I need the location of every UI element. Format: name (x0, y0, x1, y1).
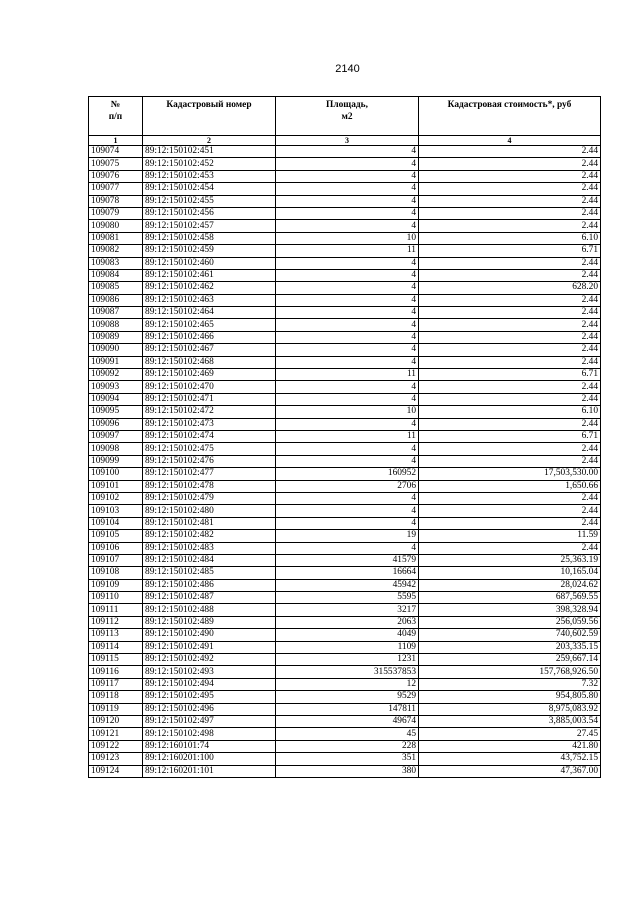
area-cell: 4 (276, 443, 419, 455)
header-row-number-label: № п/п (108, 100, 123, 122)
table-body (89, 146, 601, 778)
cadastral-value-cell: 2.44 (419, 269, 601, 281)
table-row (89, 158, 601, 170)
area-cell: 10 (276, 232, 419, 244)
cadastral-number-cell: 89:12:150102:451 (143, 146, 276, 158)
cadastral-value-cell: 2.44 (419, 542, 601, 554)
cadastral-value-cell: 157,768,926.50 (419, 666, 601, 678)
table-row (89, 740, 601, 752)
column-number: 3 (276, 136, 419, 146)
cadastral-number-cell: 89:12:150102:469 (143, 369, 276, 381)
area-cell: 12 (276, 678, 419, 690)
cadastral-value-cell: 7.32 (419, 678, 601, 690)
area-cell: 4 (276, 344, 419, 356)
cadastral-number-cell: 89:12:150102:480 (143, 505, 276, 517)
row-number-cell: 109124 (89, 765, 143, 777)
cadastral-value-cell: 10,165.04 (419, 567, 601, 579)
area-cell: 4 (276, 146, 419, 158)
row-number-cell: 109078 (89, 195, 143, 207)
table-row (89, 183, 601, 195)
cadastral-number-cell: 89:12:150102:460 (143, 257, 276, 269)
area-cell: 16664 (276, 567, 419, 579)
cadastral-value-cell: 8,975,083.92 (419, 703, 601, 715)
cadastral-value-cell: 687,569.55 (419, 592, 601, 604)
cadastral-number-cell: 89:12:150102:487 (143, 592, 276, 604)
cadastral-value-cell: 27.45 (419, 728, 601, 740)
row-number-cell: 109110 (89, 592, 143, 604)
row-number-cell: 109096 (89, 418, 143, 430)
area-cell: 4049 (276, 629, 419, 641)
cadastral-value-cell: 954,805.80 (419, 691, 601, 703)
cadastral-number-cell: 89:12:150102:483 (143, 542, 276, 554)
row-number-cell: 109112 (89, 616, 143, 628)
cadastral-number-cell: 89:12:150102:471 (143, 393, 276, 405)
cadastral-value-cell: 2.44 (419, 344, 601, 356)
cadastral-value-cell: 2.44 (419, 307, 601, 319)
cadastral-value-cell: 2.44 (419, 505, 601, 517)
area-cell: 41579 (276, 554, 419, 566)
area-cell: 4 (276, 257, 419, 269)
cadastral-value-cell: 6.71 (419, 430, 601, 442)
area-cell: 4 (276, 307, 419, 319)
row-number-cell: 109108 (89, 567, 143, 579)
area-cell: 11 (276, 430, 419, 442)
row-number-cell: 109113 (89, 629, 143, 641)
row-number-cell: 109104 (89, 517, 143, 529)
cadastral-number-cell: 89:12:150102:496 (143, 703, 276, 715)
area-cell: 19 (276, 530, 419, 542)
table-row (89, 480, 601, 492)
table-row (89, 232, 601, 244)
table-row (89, 282, 601, 294)
header-area-label: Площадь, м2 (326, 100, 368, 122)
row-number-cell: 109109 (89, 579, 143, 591)
area-cell: 3217 (276, 604, 419, 616)
area-cell: 9529 (276, 691, 419, 703)
cadastral-value-cell: 628.20 (419, 282, 601, 294)
cadastral-number-cell: 89:12:150102:474 (143, 430, 276, 442)
area-cell: 4 (276, 319, 419, 331)
cadastral-number-cell: 89:12:150102:455 (143, 195, 276, 207)
row-number-cell: 109087 (89, 307, 143, 319)
cadastral-value-cell: 2.44 (419, 517, 601, 529)
cadastral-value-cell: 6.10 (419, 232, 601, 244)
row-number-cell: 109077 (89, 183, 143, 195)
cadastral-number-cell: 89:12:150102:493 (143, 666, 276, 678)
table-row (89, 369, 601, 381)
area-cell: 45 (276, 728, 419, 740)
cadastral-number-cell: 89:12:150102:495 (143, 691, 276, 703)
table-row (89, 542, 601, 554)
cadastral-value-cell: 2.44 (419, 195, 601, 207)
area-cell: 4 (276, 220, 419, 232)
cadastral-value-cell: 2.44 (419, 170, 601, 182)
area-cell: 49674 (276, 715, 419, 727)
cadastral-number-cell: 89:12:150102:477 (143, 468, 276, 480)
cadastral-value-cell: 2.44 (419, 146, 601, 158)
row-number-cell: 109102 (89, 492, 143, 504)
cadastral-number-cell: 89:12:150102:467 (143, 344, 276, 356)
area-cell: 1231 (276, 654, 419, 666)
table-row (89, 678, 601, 690)
row-number-cell: 109103 (89, 505, 143, 517)
table-row (89, 691, 601, 703)
cadastral-number-cell: 89:12:150102:473 (143, 418, 276, 430)
table-row (89, 654, 601, 666)
table-row (89, 604, 601, 616)
row-number-cell: 109091 (89, 356, 143, 368)
table-row (89, 629, 601, 641)
table-row (89, 641, 601, 653)
table-row (89, 319, 601, 331)
table-row (89, 257, 601, 269)
page-number: 2140 (335, 63, 360, 75)
column-number-row (89, 136, 601, 146)
table-header-row (89, 97, 601, 136)
table-row (89, 765, 601, 777)
cadastral-number-cell: 89:12:150102:478 (143, 480, 276, 492)
cadastral-number-cell: 89:12:150102:462 (143, 282, 276, 294)
cadastral-number-cell: 89:12:150102:494 (143, 678, 276, 690)
table-row (89, 579, 601, 591)
table-row (89, 753, 601, 765)
cadastral-number-cell: 89:12:150102:490 (143, 629, 276, 641)
area-cell: 4 (276, 517, 419, 529)
cadastral-number-cell: 89:12:150102:452 (143, 158, 276, 170)
table-row (89, 443, 601, 455)
cadastral-value-cell: 2.44 (419, 158, 601, 170)
header-cadastral-number: Кадастровый номер (143, 97, 276, 136)
table-row (89, 530, 601, 542)
header-cadastral-value: Кадастровая стоимость*, руб (419, 97, 601, 136)
cadastral-value-cell: 43,752.15 (419, 753, 601, 765)
cadastral-number-cell: 89:12:160201:100 (143, 753, 276, 765)
area-cell: 5595 (276, 592, 419, 604)
table-row (89, 715, 601, 727)
table-row (89, 455, 601, 467)
area-cell: 4 (276, 356, 419, 368)
row-number-cell: 109107 (89, 554, 143, 566)
row-number-cell: 109099 (89, 455, 143, 467)
area-cell: 2063 (276, 616, 419, 628)
cadastral-number-cell: 89:12:150102:458 (143, 232, 276, 244)
cadastral-number-cell: 89:12:150102:453 (143, 170, 276, 182)
cadastral-value-cell: 398,328.94 (419, 604, 601, 616)
cadastral-value-cell: 2.44 (419, 319, 601, 331)
cadastral-value-cell: 6.10 (419, 406, 601, 418)
area-cell: 4 (276, 505, 419, 517)
area-cell: 4 (276, 393, 419, 405)
cadastral-value-cell: 2.44 (419, 331, 601, 343)
table-row (89, 728, 601, 740)
cadastral-number-cell: 89:12:150102:470 (143, 381, 276, 393)
area-cell: 228 (276, 740, 419, 752)
table-row (89, 393, 601, 405)
cadastral-value-cell: 2.44 (419, 257, 601, 269)
cadastral-value-cell: 2.44 (419, 207, 601, 219)
cadastral-number-cell: 89:12:150102:466 (143, 331, 276, 343)
row-number-cell: 109111 (89, 604, 143, 616)
row-number-cell: 109084 (89, 269, 143, 281)
area-cell: 1109 (276, 641, 419, 653)
row-number-cell: 109081 (89, 232, 143, 244)
row-number-cell: 109123 (89, 753, 143, 765)
area-cell: 4 (276, 542, 419, 554)
area-cell: 4 (276, 269, 419, 281)
cadastral-value-cell: 203,335.15 (419, 641, 601, 653)
table-row (89, 269, 601, 281)
table-row (89, 307, 601, 319)
row-number-cell: 109075 (89, 158, 143, 170)
column-number: 2 (143, 136, 276, 146)
row-number-cell: 109116 (89, 666, 143, 678)
cadastral-value-cell: 47,367.00 (419, 765, 601, 777)
row-number-cell: 109117 (89, 678, 143, 690)
row-number-cell: 109120 (89, 715, 143, 727)
row-number-cell: 109085 (89, 282, 143, 294)
cadastral-number-cell: 89:12:150102:479 (143, 492, 276, 504)
table-row (89, 567, 601, 579)
table-row (89, 220, 601, 232)
row-number-cell: 109086 (89, 294, 143, 306)
row-number-cell: 109105 (89, 530, 143, 542)
table-row (89, 344, 601, 356)
table-row (89, 430, 601, 442)
row-number-cell: 109100 (89, 468, 143, 480)
cadastral-value-cell: 25,363.19 (419, 554, 601, 566)
area-cell: 351 (276, 753, 419, 765)
area-cell: 4 (276, 331, 419, 343)
area-cell: 315537853 (276, 666, 419, 678)
table-row (89, 554, 601, 566)
row-number-cell: 109118 (89, 691, 143, 703)
cadastral-number-cell: 89:12:150102:459 (143, 245, 276, 257)
area-cell: 4 (276, 282, 419, 294)
cadastral-value-cell: 2.44 (419, 220, 601, 232)
area-cell: 4 (276, 183, 419, 195)
area-cell: 4 (276, 170, 419, 182)
row-number-cell: 109106 (89, 542, 143, 554)
cadastral-number-cell: 89:12:150102:488 (143, 604, 276, 616)
cadastral-number-cell: 89:12:150102:475 (143, 443, 276, 455)
area-cell: 147811 (276, 703, 419, 715)
row-number-cell: 109076 (89, 170, 143, 182)
row-number-cell: 109079 (89, 207, 143, 219)
area-cell: 2706 (276, 480, 419, 492)
area-cell: 45942 (276, 579, 419, 591)
table-row (89, 418, 601, 430)
cadastral-number-cell: 89:12:150102:463 (143, 294, 276, 306)
row-number-cell: 109082 (89, 245, 143, 257)
row-number-cell: 109114 (89, 641, 143, 653)
cadastral-value-cell: 2.44 (419, 418, 601, 430)
cadastral-value-cell: 259,667.14 (419, 654, 601, 666)
cadastral-number-cell: 89:12:150102:486 (143, 579, 276, 591)
cadastral-value-cell: 3,885,003.54 (419, 715, 601, 727)
cadastral-number-cell: 89:12:150102:461 (143, 269, 276, 281)
area-cell: 160952 (276, 468, 419, 480)
cadastral-value-cell: 2.44 (419, 492, 601, 504)
cadastral-table (88, 96, 601, 778)
cadastral-value-cell: 2.44 (419, 455, 601, 467)
cadastral-number-cell: 89:12:150102:476 (143, 455, 276, 467)
table-row (89, 356, 601, 368)
cadastral-number-cell: 89:12:150102:482 (143, 530, 276, 542)
area-cell: 4 (276, 294, 419, 306)
row-number-cell: 109097 (89, 430, 143, 442)
area-cell: 10 (276, 406, 419, 418)
cadastral-number-cell: 89:12:150102:491 (143, 641, 276, 653)
area-cell: 11 (276, 245, 419, 257)
cadastral-number-cell: 89:12:150102:457 (143, 220, 276, 232)
row-number-cell: 109080 (89, 220, 143, 232)
row-number-cell: 109122 (89, 740, 143, 752)
cadastral-number-cell: 89:12:150102:485 (143, 567, 276, 579)
cadastral-number-cell: 89:12:150102:497 (143, 715, 276, 727)
table-row (89, 245, 601, 257)
area-cell: 4 (276, 207, 419, 219)
cadastral-value-cell: 421.80 (419, 740, 601, 752)
cadastral-number-cell: 89:12:150102:454 (143, 183, 276, 195)
row-number-cell: 109093 (89, 381, 143, 393)
header-area (276, 97, 419, 136)
row-number-cell: 109088 (89, 319, 143, 331)
cadastral-value-cell: 11.59 (419, 530, 601, 542)
area-cell: 380 (276, 765, 419, 777)
row-number-cell: 109083 (89, 257, 143, 269)
column-number: 1 (89, 136, 143, 146)
row-number-cell: 109121 (89, 728, 143, 740)
area-cell: 4 (276, 158, 419, 170)
area-cell: 4 (276, 492, 419, 504)
cadastral-number-cell: 89:12:150102:481 (143, 517, 276, 529)
table-row (89, 592, 601, 604)
table-row (89, 666, 601, 678)
table-row (89, 294, 601, 306)
table-row (89, 492, 601, 504)
cadastral-value-cell: 2.44 (419, 443, 601, 455)
cadastral-value-cell: 256,059.56 (419, 616, 601, 628)
table-row (89, 505, 601, 517)
cadastral-number-cell: 89:12:150102:465 (143, 319, 276, 331)
cadastral-value-cell: 2.44 (419, 183, 601, 195)
cadastral-value-cell: 6.71 (419, 369, 601, 381)
row-number-cell: 109074 (89, 146, 143, 158)
row-number-cell: 109092 (89, 369, 143, 381)
area-cell: 4 (276, 381, 419, 393)
row-number-cell: 109090 (89, 344, 143, 356)
column-number: 4 (419, 136, 601, 146)
cadastral-value-cell: 2.44 (419, 381, 601, 393)
table-row (89, 468, 601, 480)
row-number-cell: 109098 (89, 443, 143, 455)
header-row-number (89, 97, 143, 136)
cadastral-number-cell: 89:12:150102:489 (143, 616, 276, 628)
cadastral-value-cell: 2.44 (419, 356, 601, 368)
row-number-cell: 109094 (89, 393, 143, 405)
table-row (89, 146, 601, 158)
cadastral-number-cell: 89:12:150102:492 (143, 654, 276, 666)
table-row (89, 207, 601, 219)
row-number-cell: 109101 (89, 480, 143, 492)
table-row (89, 170, 601, 182)
table-row (89, 406, 601, 418)
row-number-cell: 109095 (89, 406, 143, 418)
area-cell: 4 (276, 418, 419, 430)
row-number-cell: 109119 (89, 703, 143, 715)
area-cell: 11 (276, 369, 419, 381)
cadastral-number-cell: 89:12:150102:498 (143, 728, 276, 740)
cadastral-value-cell: 17,503,530.00 (419, 468, 601, 480)
cadastral-number-cell: 89:12:150102:456 (143, 207, 276, 219)
cadastral-number-cell: 89:12:150102:484 (143, 554, 276, 566)
area-cell: 4 (276, 195, 419, 207)
cadastral-number-cell: 89:12:160101:74 (143, 740, 276, 752)
cadastral-number-cell: 89:12:150102:464 (143, 307, 276, 319)
row-number-cell: 109115 (89, 654, 143, 666)
table-row (89, 331, 601, 343)
cadastral-number-cell: 89:12:150102:468 (143, 356, 276, 368)
cadastral-number-cell: 89:12:160201:101 (143, 765, 276, 777)
cadastral-number-cell: 89:12:150102:472 (143, 406, 276, 418)
table-row (89, 381, 601, 393)
cadastral-value-cell: 6.71 (419, 245, 601, 257)
cadastral-value-cell: 740,602.59 (419, 629, 601, 641)
table-row (89, 195, 601, 207)
cadastral-value-cell: 1,650.66 (419, 480, 601, 492)
row-number-cell: 109089 (89, 331, 143, 343)
table-row (89, 517, 601, 529)
cadastral-value-cell: 28,024.62 (419, 579, 601, 591)
area-cell: 4 (276, 455, 419, 467)
table-row (89, 703, 601, 715)
cadastral-value-cell: 2.44 (419, 393, 601, 405)
table-row (89, 616, 601, 628)
cadastral-value-cell: 2.44 (419, 294, 601, 306)
